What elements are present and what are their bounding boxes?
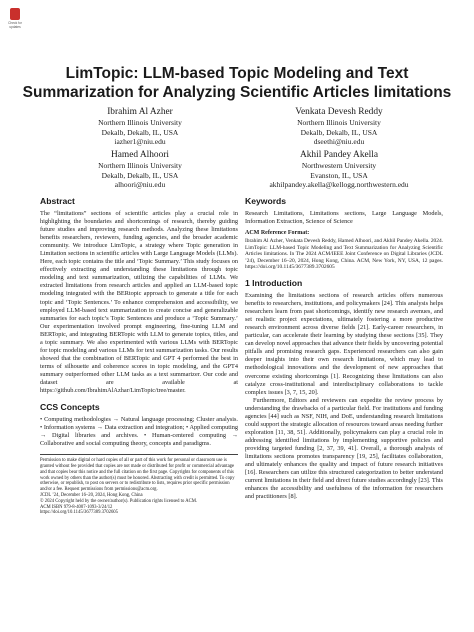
permission-text: Permission to make digital or hard copies of all or part of this work for personal or classroom use is granted without fee provided that copies are not made or distributed for profit or commercial advantage and that copies bear this notice and the full citation on the first page. Copyrights for components of this work owned by others than the author(s) must be honored. Abstracting with credit is permitted. To copy otherwise, or republish, to post on servers or to redistribute to lists, requires prior specific permission and/or a fee. Request permissions from permissions@acm.org. (40, 458, 235, 493)
right-column (245, 196, 443, 501)
author-name: Akhil Pandey Akella (299, 150, 379, 160)
doi-link[interactable]: https://doi.org/10.1145/3677389.3702605 (40, 510, 118, 516)
paper-title: LimTopic: LLM-based Topic Modeling and Text Summarization for Analyzing Scientific Articles limitations (22, 65, 452, 101)
author-block (45, 106, 235, 147)
crossmark-icon (10, 8, 20, 20)
abstract-heading: Abstract (40, 196, 75, 206)
reference-format-heading: ACM Reference Format: (245, 230, 310, 237)
ccs-text: • Computing methodologies → Natural language processing; Cluster analysis. • Information systems → Data extraction and integration; • Applied computing → Digital libraries and archives. • Human-centered computing → Collaborative and social computing theory, concepts and paradigms. (40, 416, 238, 448)
keywords-text: Research Limitations, Limitations sections, Large Language Models, Information Extraction, Science of Science (245, 210, 443, 226)
isbn-line: ACM ISBN 979-8-4007-1093-3/24/12 (40, 504, 113, 510)
author-location: Dekalb, Dekalb, IL, USA (300, 127, 378, 137)
author-email[interactable]: dseethi@niu.edu (313, 137, 365, 147)
reference-format-text: Ibrahim Al Azher, Venkata Devesh Reddy, Hamed Alhoori, and Akhil Pandey Akella. 2024. LimTopic: LLM-based Topic Modeling and Text Summarization for Analyzing Scientific Articles limitations. In The 2024 ACM/IEEE Joint Conference on Digital Libraries (JCDL ’24), December 16–20, 2024, Hong Kong, China. ACM, New York, NY, USA, 12 pages. https://doi.org/10.1145/3677389.3702605 (245, 238, 443, 271)
permission-footnote (40, 454, 238, 516)
author-affiliation: Northern Illinois University (98, 118, 182, 127)
abstract-text: The “limitations” sections of scientific articles play a crucial role in highlighting the boundaries and shortcomings of research, thereby guiding future studies and improving research methods. Analyzing these limitations benefits researchers, reviewers, funding agencies, and the broader academic community. We introduce LimTopic, a strategy where Topic generation in Limitation sections in scientific articles with Large Language Models (LLMs). Here, each topic contains the title and ‘Topic Summary.’ This study focuses on effectively extracting and understanding these limitations through topic modeling and text summarization, utilizing the capabilities of LLMs. We extracted limitations from research articles and applied an LLM-based topic modeling integrated with the BERtopic approach to generate a title for each topic and ‘Topic Sentences.’ To enhance comprehension and accessibility, we employed LLM-based text summarization to create concise and generalizable summaries for each topic’s Topic Sentences and produce a ‘Topic Summary.’ Our experimentation involved prompt engineering, fine-tuning LLM and BERTopic, and integrating BERTopic with LLM to generate topics, titles, and a topic summary. We also experimented with various LLMs with BERTopic for topic modeling and various LLMs for text summarization tasks. Our results showed that the combination of BERTopic and GPT 4 performed the best in terms of silhouette and coherence scores in topic modeling, and the GPT4 summary outperformed other LLM tasks as a text summarizer. Our code and dataset are available at https://github.com/IbrahimAlAzhar/LimTopic/tree/master. (40, 210, 238, 395)
author-block (45, 149, 235, 190)
check-for-updates-badge[interactable] (6, 8, 24, 32)
author-email[interactable]: iazher1@niu.edu (114, 137, 166, 147)
author-location: Evanston, IL, USA (310, 170, 368, 180)
author-location: Dekalb, Dekalb, IL, USA (101, 170, 179, 180)
author-affiliation: Northern Illinois University (98, 161, 182, 170)
author-email[interactable]: alhoori@niu.edu (114, 180, 166, 190)
author-affiliation: Northwestern University (301, 161, 377, 170)
ccs-heading: CCS Concepts (40, 402, 100, 413)
copyright-line: © 2024 Copyright held by the owner/author(s). Publication rights licensed to ACM. (40, 498, 198, 504)
author-name: Venkata Devesh Reddy (295, 107, 383, 117)
left-column (40, 196, 238, 516)
author-name: Hamed Alhoori (110, 150, 170, 160)
author-block (244, 106, 434, 147)
keywords-heading: Keywords (245, 196, 287, 206)
introduction-paragraph: Furthermore, Editors and reviewers can expedite the review process by understanding the drawbacks of a particular field. For institutions and funding agencies [44] such as NSF, NIH, and DoE, understanding research limitations could support the strategic allocation of resources toward areas needing further exploration [11, 38, 51]. Additionally, policymakers can play a crucial role in addressing identified limitations by implementing supportive policies and providing targeted funding [2, 37, 39, 41]. Overall, a thorough analysis of limitations sections promotes transparency [19, 25], facilitates collaboration, and ultimately enhances the quality and impact of future research initiatives [16]. Researchers can utilize this structured categorization to better understand current limitations in their field and direct future studies accordingly [23]. This enhances the accessibility and usefulness of the information for researchers and practitioners [8]. (245, 396, 443, 501)
introduction-paragraph: Examining the limitations sections of research articles offers numerous benefits to researchers, institutions, and policymakers [24]. This analysis helps researchers learn from past shortcomings, identify new research avenues, and set realistic project expectations, ultimately fostering a more productive research environment across diverse fields [21]. Early-career researchers, in particular, can accelerate their learning by studying these sections [35]. They can develop novel approaches that advance their fields by uncovering potential pitfalls and promising research gaps. Experienced researchers can also gain deeper insights into their own research limitations, which may lead to methodological innovations and the development of new approaches that overcome existing shortcomings [1]. Recognizing these limitations can also catalyze cross-institutional and interdisciplinary collaborations to tackle complex issues [3, 7, 15, 20]. (245, 292, 443, 396)
author-block (244, 149, 434, 190)
introduction-heading: 1 Introduction (245, 278, 303, 289)
badge-label: Check for updates (8, 21, 22, 29)
author-location: Dekalb, Dekalb, IL, USA (101, 127, 179, 137)
conference-line: JCDL ’24, December 16–20, 2024, Hong Kong, China (40, 493, 143, 499)
author-affiliation: Northern Illinois University (297, 118, 381, 127)
author-email[interactable]: akhilpandey.akella@kellogg.northwestern.edu (269, 180, 409, 190)
author-name: Ibrahim Al Azher (107, 107, 173, 117)
